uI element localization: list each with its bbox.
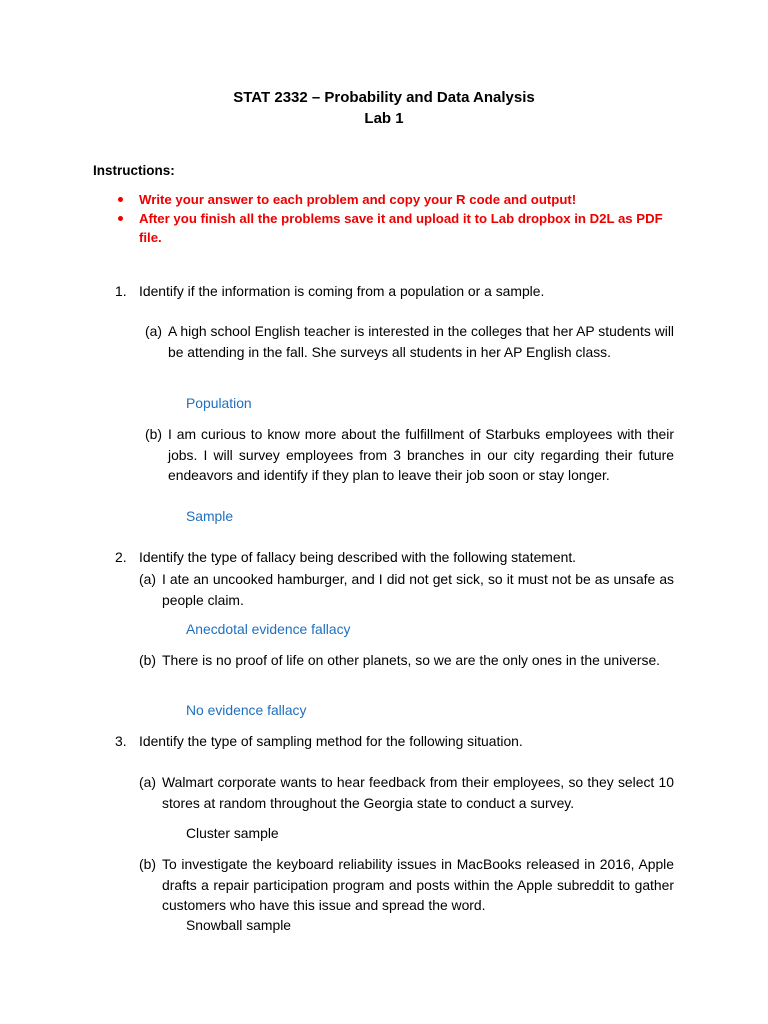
question-2a-label: (a) bbox=[139, 571, 156, 587]
question-1a-text: A high school English teacher is interested in the colleges that her AP students will be attending in the fall. She surveys all students in her AP English class. bbox=[168, 323, 674, 360]
instructions-label: Instructions: bbox=[93, 163, 175, 178]
question-3b-label: (b) bbox=[139, 856, 156, 872]
question-1b-answer: Sample bbox=[186, 508, 234, 524]
question-2a-text: I ate an uncooked hamburger, and I did not get sick, so it must not be as unsafe as people claim. bbox=[162, 571, 674, 608]
document-title: STAT 2332 – Probability and Data Analysis bbox=[233, 89, 535, 106]
question-2b-answer: No evidence fallacy bbox=[186, 702, 307, 718]
question-1a-label: (a) bbox=[145, 323, 162, 339]
question-1b-label: (b) bbox=[145, 426, 162, 442]
question-1b-text: I am curious to know more about the fulfillment of Starbuks employees with their jobs. I will survey employees from 3 branches in our city regarding their future endeavors and identify if they plan to leave their job soon or stay longer. bbox=[168, 426, 674, 483]
question-2a-answer: Anecdotal evidence fallacy bbox=[186, 621, 351, 637]
question-3a-label: (a) bbox=[139, 774, 156, 790]
question-3-prompt: Identify the type of sampling method for the following situation. bbox=[139, 733, 523, 749]
question-2-number: 2. bbox=[115, 549, 127, 565]
question-3b-text: To investigate the keyboard reliability issues in MacBooks released in 2016, Apple drafts a repair participation program and posts within the Apple subreddit to gather customers who have this issue and spread the word. bbox=[162, 856, 674, 913]
bullet-marker-1 bbox=[118, 197, 123, 202]
question-3a-answer: Cluster sample bbox=[186, 825, 279, 841]
instruction-bullet-2: After you finish all the problems save it and upload it to Lab dropbox in D2L as PDF file. bbox=[139, 211, 663, 245]
question-3a-text: Walmart corporate wants to hear feedback from their employees, so they select 10 stores at random throughout the Georgia state to conduct a survey. bbox=[162, 774, 674, 811]
question-3-number: 3. bbox=[115, 733, 127, 749]
document-subtitle: Lab 1 bbox=[364, 110, 404, 127]
question-2b-label: (b) bbox=[139, 652, 156, 668]
question-1-number: 1. bbox=[115, 283, 127, 299]
bullet-marker-2 bbox=[118, 216, 123, 221]
question-3b-answer: Snowball sample bbox=[186, 917, 292, 933]
question-2b-text: There is no proof of life on other planets, so we are the only ones in the universe. bbox=[162, 652, 661, 668]
question-2-prompt: Identify the type of fallacy being described with the following statement. bbox=[139, 549, 577, 565]
instruction-bullet-1: Write your answer to each problem and copy your R code and output! bbox=[139, 192, 577, 207]
question-1-prompt: Identify if the information is coming from a population or a sample. bbox=[139, 283, 545, 299]
question-1a-answer: Population bbox=[186, 395, 252, 411]
